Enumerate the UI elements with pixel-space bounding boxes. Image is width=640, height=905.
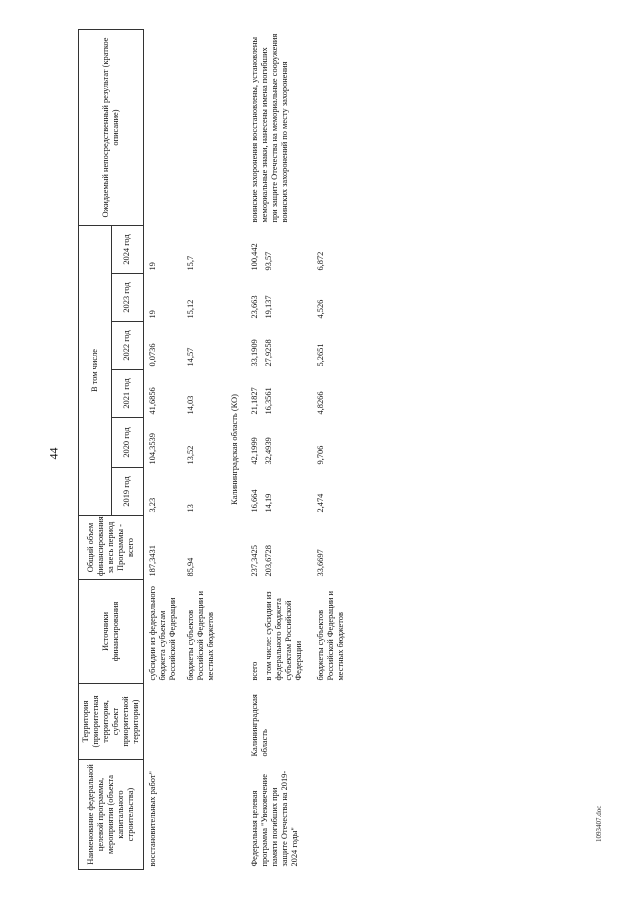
header-source: Источники финансирования [79,580,144,684]
territory-name: Калининградская область [250,694,269,757]
row-source: в том числе: субсидии из федерального бюджета субъектам Российской Федерации [264,591,303,681]
region-heading-row [218,30,248,870]
row-value: 14,19 [264,493,273,513]
row-value: 21,1827 [250,387,259,415]
header-year-2021: 2021 год [111,370,144,418]
row-value: 4,526 [316,299,325,319]
header-year-2023: 2023 год [111,274,144,322]
header-year-2020: 2020 год [111,418,144,468]
table-row [248,30,262,870]
row-value: 19,137 [264,295,273,319]
row-value: 9,706 [316,445,325,465]
row-source: субсидии из федерального бюджета субъектам Российской Федерации [148,586,177,681]
row-value: 100,442 [250,243,259,271]
row-value: 5,2651 [316,343,325,367]
row-total: 237,3425 [250,545,259,577]
row-value: 14,57 [186,347,195,367]
row-value: 19 [148,262,157,271]
table-row [184,30,218,870]
row-value: 14,03 [186,395,195,415]
financing-table [78,29,348,870]
row-value: 16,664 [250,489,259,513]
row-value: 3,23 [148,497,157,513]
row-value: 42,1999 [250,437,259,465]
header-year-2022: 2022 год [111,322,144,370]
row-total: 33,6697 [316,549,325,577]
page-number: 44 [46,447,61,460]
row-value: 6,872 [316,251,325,271]
row-value: 13 [186,504,195,513]
row-value: 32,4939 [264,437,273,465]
region-heading: Калининградская область (КО) [230,394,239,505]
row-source: бюджеты субъектов Российской Федерации и местных бюджетов [186,591,215,681]
row-total: 203,6728 [264,545,273,577]
row-value: 93,57 [264,251,273,271]
header-including: В том числе [79,226,112,516]
row-name: восстановительных работ" [148,771,157,867]
row-value: 0,0736 [148,343,157,367]
table-row [144,30,181,870]
header-territory: Территория (приоритетная территория, субъект приоритетной территории) [79,684,144,760]
row-source: бюджеты субъектов Российской Федерации и местных бюджетов [316,591,345,681]
program-name: Федеральная целевая программа "Увековечение памяти погибших при защите Отечества на 2019-2024 годы" [250,770,299,867]
header-result: Ожидаемый непосредственный результат (краткое описание) [79,30,144,226]
row-value: 13,52 [186,445,195,465]
row-value: 4,8266 [316,391,325,415]
row-value: 15,12 [186,299,195,319]
row-value: 15,7 [186,255,195,271]
row-value: 23,663 [250,295,259,319]
document-code: 1093407.doc [595,805,603,842]
row-value: 104,3539 [148,433,157,465]
row-value: 41,6856 [148,387,157,415]
row-source: всего [250,661,259,681]
row-total: 187,3431 [148,545,157,577]
row-total: 85,94 [186,557,195,577]
row-value: 2,474 [316,493,325,513]
row-value: 33,1909 [250,339,259,367]
row-value: 27,9258 [264,339,273,367]
rotated-table-container [78,30,614,870]
header-year-2019: 2019 год [111,468,144,516]
row-value: 16,3561 [264,387,273,415]
row-value: 19 [148,310,157,319]
header-name: Наименование федеральной целевой программы, мероприятия (объекта капитального строительства) [79,760,144,870]
header-total: Общий объем финансирования за весь период Программы - всего [79,516,144,580]
header-year-2024: 2024 год [111,226,144,274]
expected-result: воинские захоронения восстановлены, установлены мемориальные знаки, нанесены имена погибших при защите Отечества на мемориальные сооружения воинских захоронений по месту захоронения [250,33,289,223]
